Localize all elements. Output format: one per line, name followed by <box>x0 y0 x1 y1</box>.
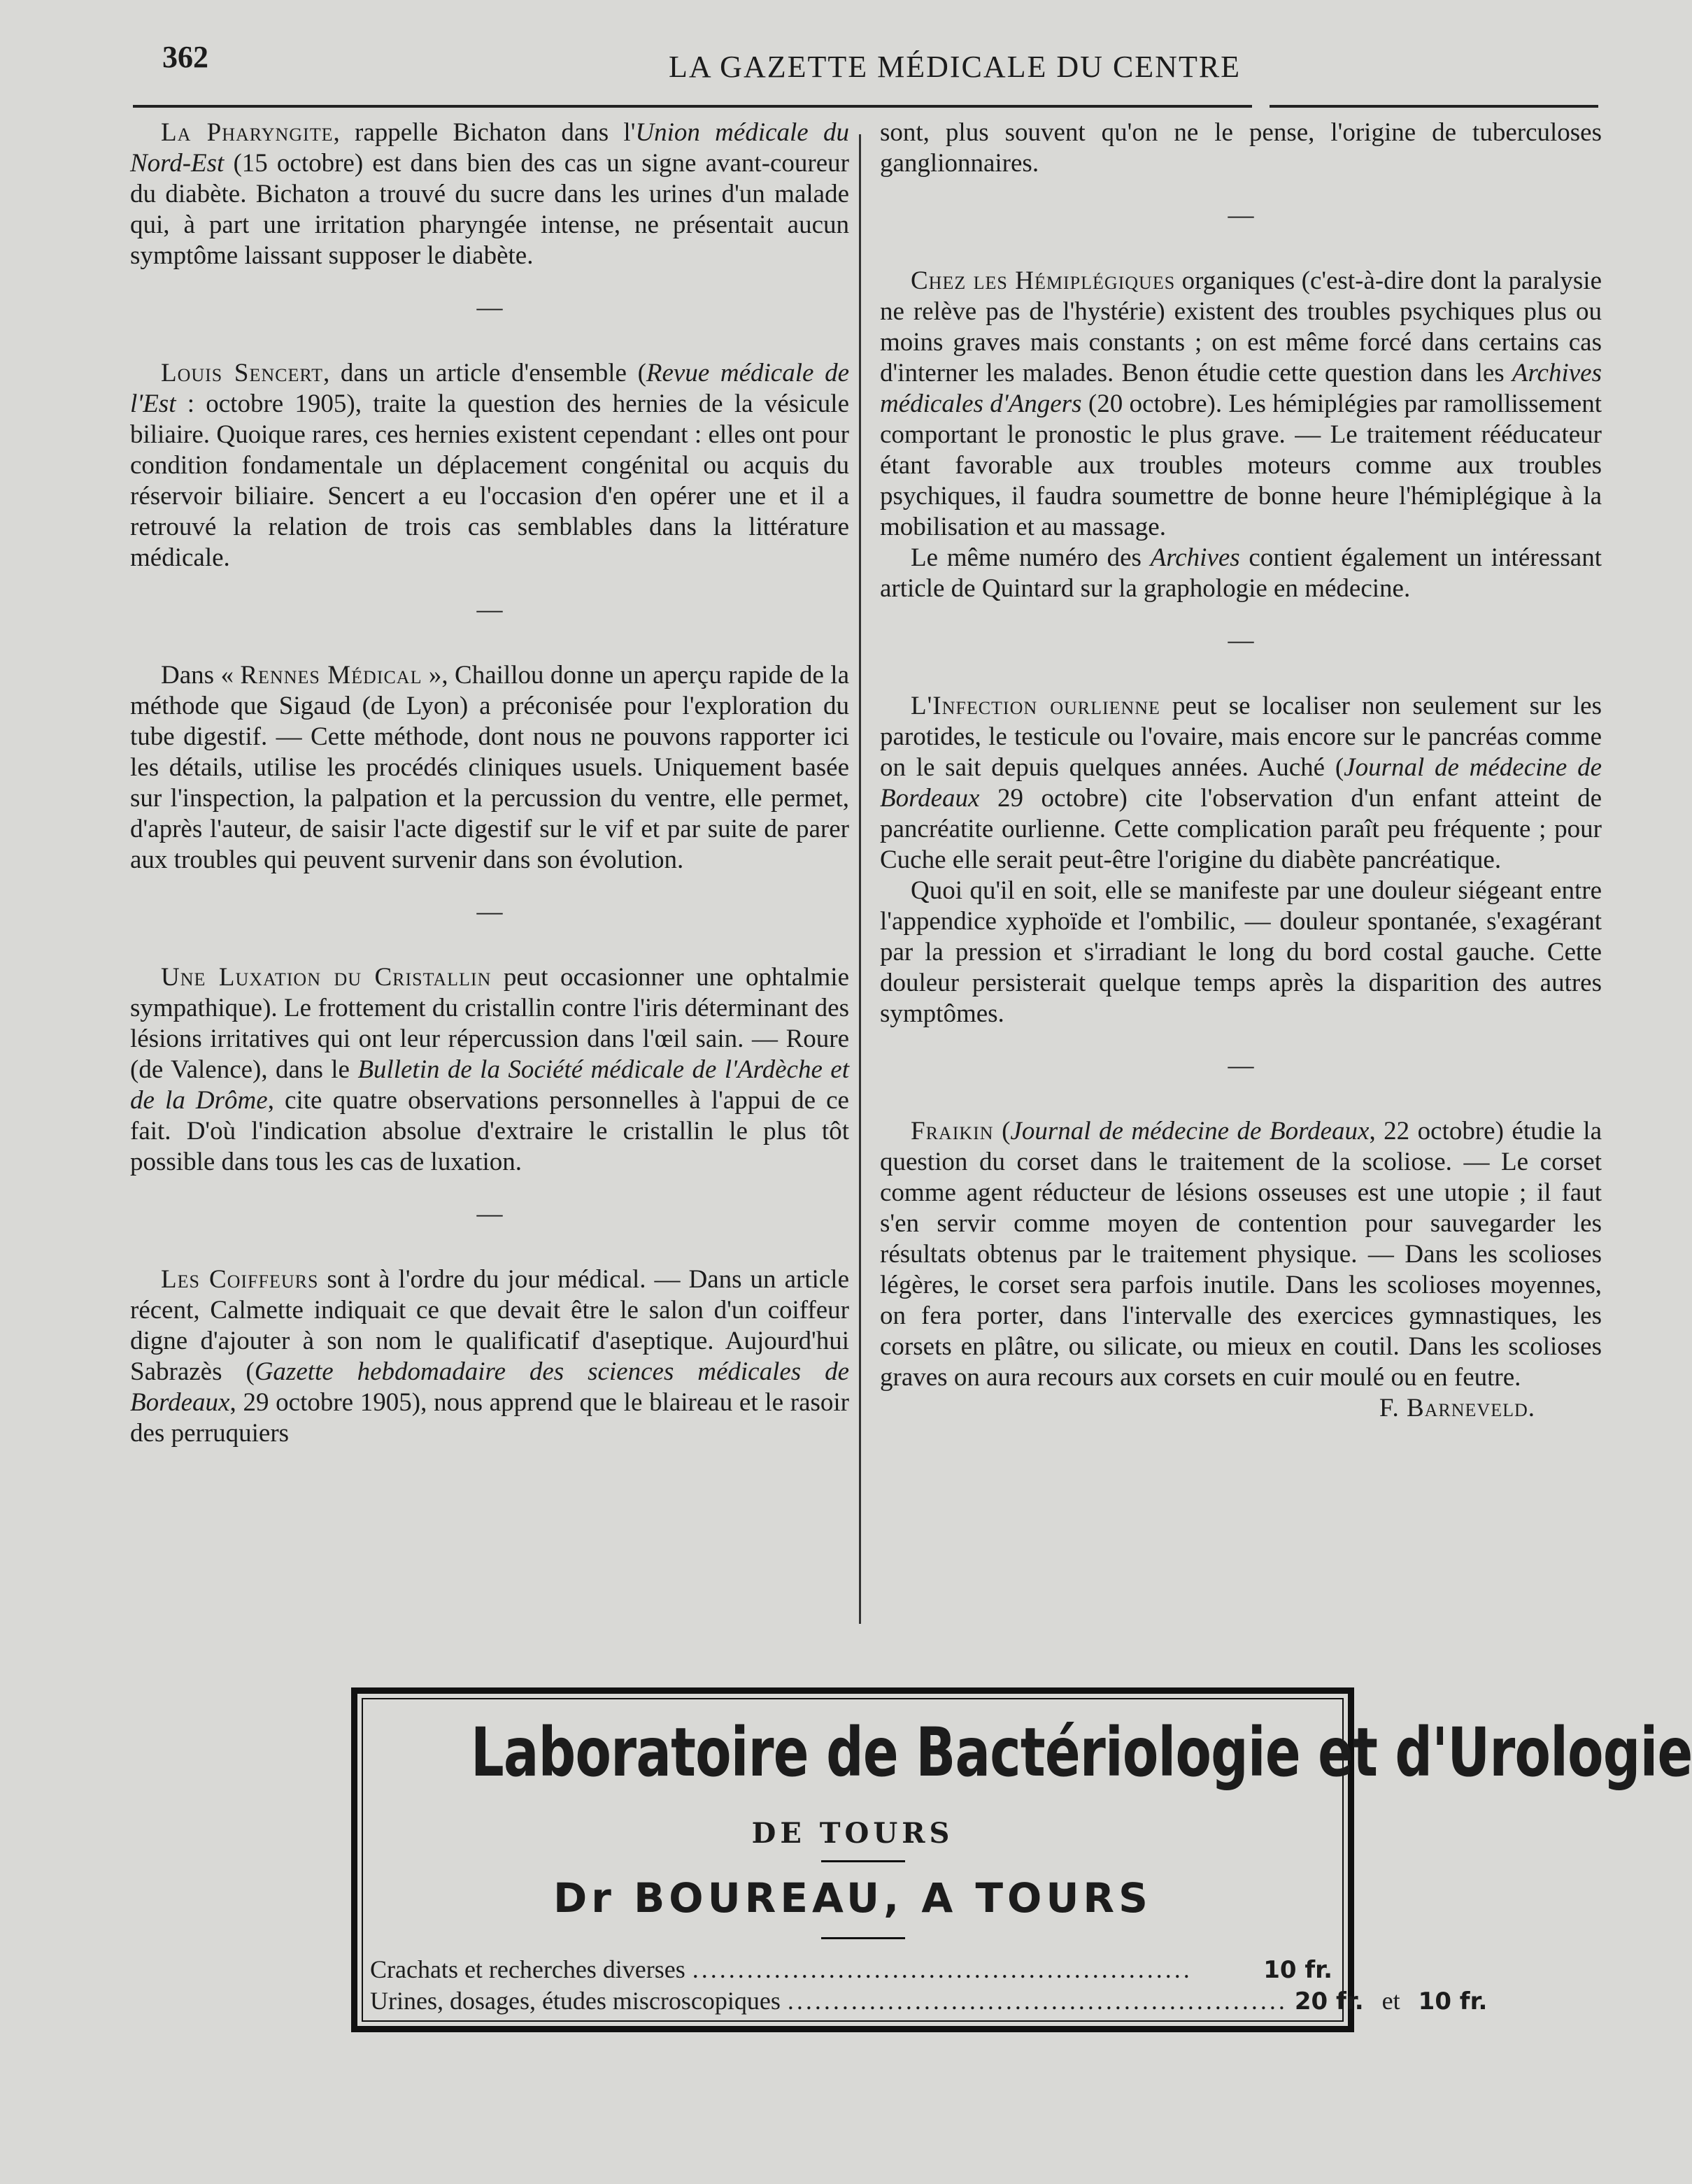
separator: — <box>476 595 503 624</box>
article-text: 29 octobre) cite l'observation d'un enfant atteint de pancréatite ourlienne. Cette complication paraît peu fréquente ; pour Cuche elle serait peut-être l'origine du diabète pancréatique. <box>880 784 1602 874</box>
article-pharyngite <box>130 117 849 271</box>
running-head: LA GAZETTE MÉDICALE DU CENTRE <box>668 50 1242 84</box>
article-hemiplegiques-2 <box>880 543 1602 604</box>
article-text: , rappelle Bichaton dans l' <box>333 118 636 147</box>
article-text: , 29 octobre 1905), nous apprend que le blaireau et le rasoir des perruquiers <box>130 1388 849 1448</box>
article-heading: Louis Sencert <box>161 359 324 387</box>
article-hernies <box>130 358 849 573</box>
journal-citation: Journal de médecine de Bordeaux <box>880 753 1602 813</box>
article-text: peut se localiser non seulement sur les parotides, le testicule ou l'ovaire, mais encore sur le pancréas comme on le sait depuis quelques années. Auché ( <box>880 692 1602 782</box>
article-rennes-medical <box>130 660 849 876</box>
price-label: Crachats et recherches diverses <box>370 1955 685 1983</box>
article-text: , 22 octobre) étudie la question du corset dans le traitement de la scoliose. — Le corset comme agent réducteur de lésions osseuses est une utopie ; il faut s'en servir comme moyen de contention pour sauvegarder les résultats obtenus par le traitement physique. — Dans les scolioses légères, le corset sera parfois inutile. Dans les scolioses moyennes, on fera porter, dans l'intervalle des exercices gymnastiques, les corsets en plâtre, ou silicate, ou mieux en coutil. Dans les scolioses graves on aura recours aux corsets en cuir moulé ou en feutre. <box>880 1117 1602 1392</box>
price-value: 10 fr. <box>1263 1956 1332 1984</box>
article-text: organiques (c'est-à-dire dont la paralysie ne relève pas de l'hystérie) existent des troubles psychiques plus ou moins graves mais constants ; on est même forcé dans certains cas d'interner les malades. Benon étudie cette question dans les <box>880 266 1602 387</box>
advertisement-inner-border <box>362 1698 1692 2022</box>
journal-citation: Revue médicale de l'Est <box>130 359 849 418</box>
article-text: », Chaillou donne un aperçu rapide de la méthode que Sigaud (de Lyon) a préconisée pour l'exploration du tube digestif. — Cette méthode, dont nous ne pouvons rapporter ici les détails, utilise les procédés cliniques usuels. Uniquement basée sur l'inspection, la palpation et la percussion du ventre, elle permet, d'après l'auteur, de saisir l'acte digestif sur le vif et par suite de parer aux troubles qui peuvent survenir dans son évolution. <box>130 661 850 874</box>
separator: — <box>1228 626 1254 655</box>
article-infection-ourlienne-2: Quoi qu'il en soit, elle se manifeste par une douleur siégeant entre l'appendice xyphoïde et l'ombilic, — douleur spontanée, s'exagérant par la pression et s'irradiant le long du bord costal gauche. Cette douleur persisterait quelque temps après la disparition des autres symptômes. <box>880 876 1602 1028</box>
article-heading: Rennes Médical <box>240 661 422 690</box>
article-text: (15 octobre) est dans bien des cas un signe avant-coureur du diabète. Bichaton a trouvé du sucre dans les urines d'un malade qui, à part une irritation pharyngée intense, ne présentait aucun symptôme laissant supposer le diabète. <box>130 149 849 270</box>
article-heading: Une Luxation du Cristallin <box>161 963 492 992</box>
journal-citation: Bulletin de la Société médicale de l'Ardèche et de la Drôme <box>130 1055 849 1115</box>
leader-dots: ....................................................... <box>787 1987 1288 2015</box>
advertisement-box <box>351 1687 1692 2032</box>
ad-rule <box>821 1937 905 1939</box>
article-heading: L'Infection ourlienne <box>911 692 1160 720</box>
ad-title: Laboratoire de Bactériologie et d'Urologie <box>471 1713 1692 1792</box>
separator: — <box>476 897 503 926</box>
signature: F. Barneveld. <box>1379 1394 1535 1422</box>
ad-doctor: Dr BOUREAU, A TOURS <box>553 1874 1152 1922</box>
article-text: ( <box>993 1117 1011 1145</box>
article-coiffeurs <box>130 1264 849 1449</box>
separator: — <box>1228 1051 1254 1080</box>
header-rule <box>133 105 1252 108</box>
left-column <box>130 117 849 1449</box>
price-label: Urines, dosages, études miscroscopiques <box>370 1987 781 2015</box>
article-luxation <box>130 962 849 1178</box>
article-heading: Fraikin <box>911 1117 994 1145</box>
article-text: sont à l'ordre du jour médical. — Dans un article récent, Calmette indiquait ce que devait être le salon d'un coiffeur digne d'ajouter à son nom le qualificatif d'aseptique. Aujourd'hui Sabrazès ( <box>130 1265 849 1386</box>
journal-citation: Gazette hebdomadaire des sciences médicales de Bordeaux <box>130 1357 849 1417</box>
separator: — <box>1228 201 1254 229</box>
article-heading: La Pharyngite <box>161 118 334 147</box>
price-row <box>370 1955 1332 1985</box>
leader-dots: ....................................................... <box>692 1955 1193 1983</box>
article-text: : octobre 1905), traite la question des hernies de la vésicule biliaire. Quoique rares, ces hernies existent cependant : elles ont pour condition fondamentale un déplacement congénital ou acquis du réservoir biliaire. Sencert a eu l'occasion d'en opérer une et il a retrouvé la relation de trois cas semblables dans la littérature médicale. <box>130 390 849 572</box>
article-coiffeurs-continued: sont, plus souvent qu'on ne le pense, l'origine de tuberculoses ganglionnaires. <box>880 118 1602 178</box>
column-divider <box>859 134 861 1624</box>
article-fraikin <box>880 1116 1602 1393</box>
price-conjunction: et <box>1381 1987 1400 2015</box>
article-heading: Chez les Hémiplégiques <box>911 266 1176 295</box>
article-hemiplegiques <box>880 266 1602 543</box>
article-text: , cite quatre observations personnelles à l'appui de ce fait. D'où l'indication absolue d'extraire le cristallin le plus tôt possible dans tous les cas de luxation. <box>130 1086 849 1176</box>
price-value: 10 fr. <box>1418 1987 1488 2015</box>
journal-citation: Journal de médecine de Bordeaux <box>1010 1117 1370 1145</box>
article-text: (20 octobre). Les hémiplégies par ramollissement comportant le pronostic le plus grave. — Le traitement rééducateur étant favorable aux troubles moteurs comme aux troubles psychiques, il faudra soumettre de bonne heure l'hémiplégique à la mobilisation et au massage. <box>880 390 1602 541</box>
article-heading: Les Coiffeurs <box>161 1265 319 1294</box>
separator: — <box>476 293 503 322</box>
article-text: , dans un article d'ensemble ( <box>323 359 646 387</box>
article-text: contient également un intéressant article de Quintard sur la graphologie en médecine. <box>880 543 1602 603</box>
journal-citation: Union médicale du Nord-Est <box>130 118 850 178</box>
ad-rule <box>821 1860 905 1862</box>
price-value: 20 fr. <box>1294 1987 1364 2015</box>
article-infection-ourlienne <box>880 691 1602 876</box>
separator: — <box>476 1199 503 1228</box>
price-row <box>370 1986 1488 2017</box>
ad-subtitle: DE TOURS <box>751 1817 954 1850</box>
right-column <box>880 117 1602 1424</box>
header-rule <box>1270 105 1598 108</box>
article-text: Dans « <box>161 661 241 690</box>
journal-citation: Archives médicales d'Angers <box>880 359 1602 418</box>
page-number: 362 <box>162 40 208 74</box>
article-text: peut occasionner une ophtalmie sympathique). Le frottement du cristallin contre l'iris déterminant des lésions irritatives qui ont leur répercussion dans l'œil sain. — Roure (de Valence), dans le <box>130 963 849 1084</box>
article-text: Le même numéro des <box>911 543 1151 572</box>
journal-citation: Archives <box>1150 543 1240 572</box>
